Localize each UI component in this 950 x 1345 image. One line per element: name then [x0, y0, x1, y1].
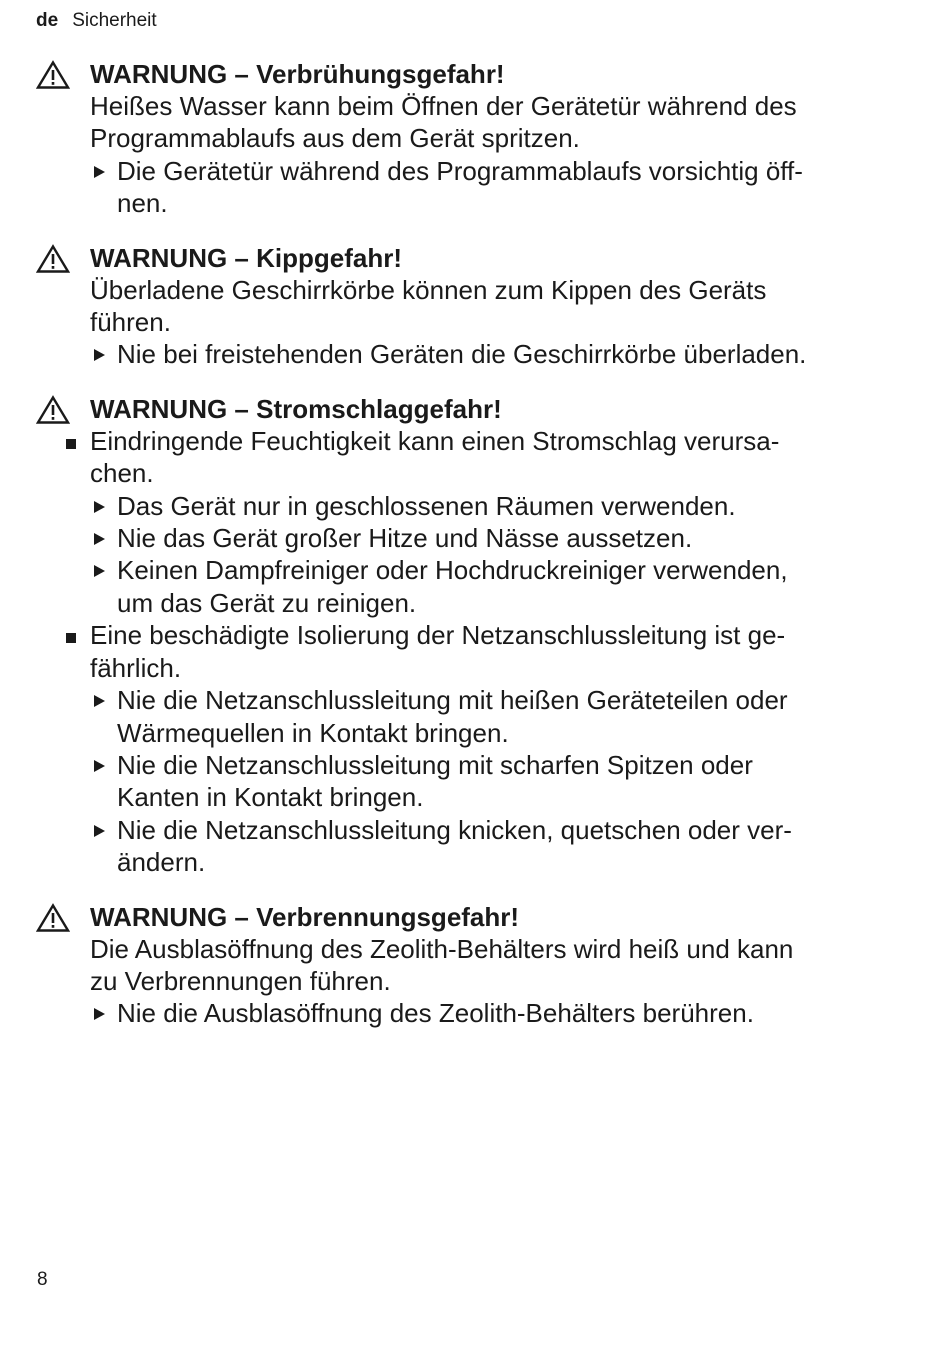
action-item: Keinen Dampfreiniger oder Hochdruckreiniger verwenden,	[36, 554, 916, 586]
warning-text: zu Verbrennungen führen.	[90, 965, 391, 996]
warning-title: WARNUNG – Verbrühungsgefahr!	[36, 58, 916, 90]
action-arrow-icon	[94, 501, 105, 513]
section-title: Sicherheit	[72, 10, 157, 31]
page-number: 8	[37, 1269, 48, 1290]
action-item: Nie das Gerät großer Hitze und Nässe aussetzen.	[36, 522, 916, 554]
warning-triangle-icon	[36, 903, 70, 933]
bullet-item: Eine beschädigte Isolierung der Netzanschlussleitung ist ge-	[36, 619, 916, 651]
action-item-continued: um das Gerät zu reinigen.	[117, 587, 417, 618]
warning-scalding	[36, 58, 916, 220]
action-arrow-icon	[94, 695, 105, 707]
action-item: Nie die Ausblasöffnung des Zeolith-Behälters berühren.	[36, 997, 916, 1029]
bullet-text-continued: chen.	[90, 458, 154, 489]
action-arrow-icon	[94, 1008, 105, 1020]
action-arrow-icon	[94, 349, 105, 361]
warning-triangle-icon	[36, 60, 70, 90]
action-item-continued: Kanten in Kontakt bringen.	[117, 782, 424, 813]
page-header	[36, 9, 157, 33]
warning-text: Programmablaufs aus dem Gerät spritzen.	[90, 123, 580, 154]
action-item-continued: Wärmequellen in Kontakt bringen.	[117, 717, 509, 748]
action-item-continued: nen.	[117, 188, 168, 219]
action-arrow-icon	[94, 166, 105, 178]
action-item: Die Gerätetür während des Programmablaufs vorsichtig öff-	[36, 155, 916, 187]
warning-title: WARNUNG – Verbrennungsgefahr!	[36, 901, 916, 933]
warning-triangle-icon	[36, 244, 70, 274]
language-code: de	[36, 10, 59, 31]
warning-tipping	[36, 242, 916, 371]
warning-title: WARNUNG – Kippgefahr!	[36, 242, 916, 274]
bullet-text-continued: fährlich.	[90, 652, 182, 683]
action-arrow-icon	[94, 760, 105, 772]
warning-text: Die Ausblasöffnung des Zeolith-Behälters wird heiß und kann	[90, 933, 794, 964]
warning-burns	[36, 901, 916, 1030]
action-item: Nie bei freistehenden Geräten die Geschirrkörbe überladen.	[36, 338, 916, 370]
bullet-item: Eindringende Feuchtigkeit kann einen Stromschlag verursa-	[36, 425, 916, 457]
action-arrow-icon	[94, 565, 105, 577]
action-item: Das Gerät nur in geschlossenen Räumen verwenden.	[36, 490, 916, 522]
action-arrow-icon	[94, 825, 105, 837]
bullet-square-icon	[66, 439, 76, 449]
warning-electric-shock	[36, 393, 916, 879]
bullet-square-icon	[66, 633, 76, 643]
safety-warnings	[36, 58, 916, 1052]
warning-text: Heißes Wasser kann beim Öffnen der Gerätetür während des	[90, 91, 797, 121]
warning-text: Überladene Geschirrkörbe können zum Kippen des Geräts	[90, 274, 767, 305]
action-item: Nie die Netzanschlussleitung knicken, quetschen oder ver-	[36, 814, 916, 846]
action-item: Nie die Netzanschlussleitung mit scharfen Spitzen oder	[36, 749, 916, 781]
action-arrow-icon	[94, 533, 105, 545]
action-item: Nie die Netzanschlussleitung mit heißen Geräteteilen oder	[36, 684, 916, 716]
warning-text: führen.	[90, 307, 171, 338]
warning-triangle-icon	[36, 395, 70, 425]
warning-title: WARNUNG – Stromschlaggefahr!	[36, 393, 916, 425]
action-item-continued: ändern.	[117, 847, 206, 878]
